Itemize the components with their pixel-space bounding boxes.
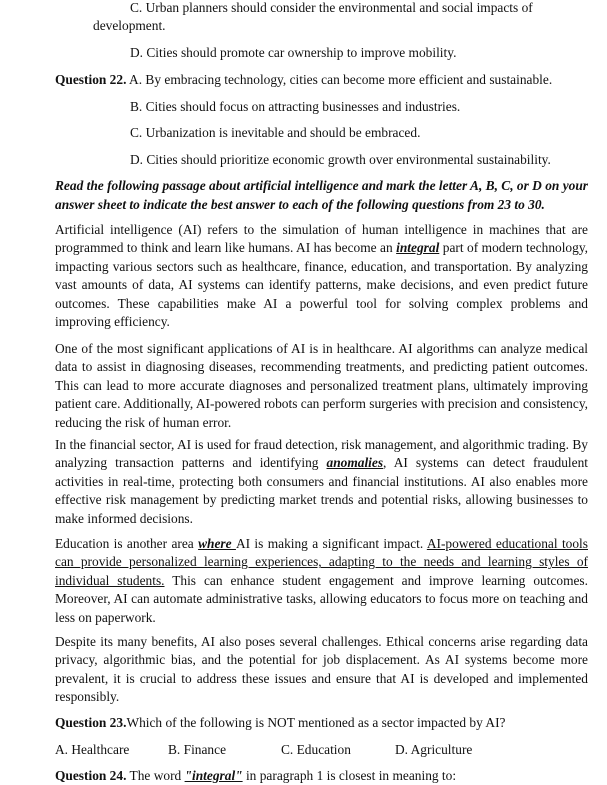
para4-text-end: This can enhance student engagement and improve learning outcomes. Moreover, AI can automate administrative tasks, allowing educators to focus more on teaching and less on paperwork.	[55, 572, 588, 625]
question-23-text: Which of the following is NOT mentioned as a sector impacted by AI?	[126, 715, 506, 730]
para3-text-end: , AI systems can detect fraudulent activities in real-time, protecting both consumers and financial institutions. AI also enables more effective risk management by predicting market trends and potential risks, allowing businesses to make informed decisions.	[55, 455, 588, 526]
passage-paragraph-3	[55, 436, 588, 528]
question-23-label: Question 23.	[55, 715, 127, 730]
q22-option-b[interactable]: B. Cities should focus on attracting businesses and industries.	[130, 99, 461, 114]
q22-option-c[interactable]: C. Urbanization is inevitable and should be embraced.	[130, 125, 421, 140]
keyword-integral: integral	[396, 240, 440, 256]
question-24-label: Question 24.	[55, 768, 127, 783]
keyword-integral-quoted: "integral"	[184, 768, 243, 783]
q23-option-c[interactable]: C. Education	[281, 742, 351, 757]
question-22-label: Question 22.	[55, 72, 127, 87]
keyword-where: where	[198, 536, 236, 551]
question-24	[55, 767, 456, 785]
para1-text-end: part of modern technology, impacting various sectors such as healthcare, finance, education, and transportation. By analyzing vast amounts of data, AI systems can identify patterns, make decisions, and even predict future outcomes. These capabilities make AI a powerful tool for solving complex problems and improving efficiency.	[55, 240, 588, 330]
question-22	[55, 71, 552, 89]
q21-option-c-line2[interactable]: development.	[93, 18, 166, 33]
q22-option-a[interactable]: A. By embracing technology, cities can become more efficient and sustainable.	[126, 72, 553, 87]
underlined-sentence: AI-powered educational tools can provide personalized learning experiences, adapting to the needs and learning styles of individual students.	[55, 536, 588, 588]
para3-text-start: In the financial sector, AI is used for fraud detection, risk management, and algorithmic trading. By analyzing transaction patterns and identifying	[55, 437, 588, 471]
passage-paragraph-2: One of the most significant applications of AI is in healthcare. AI algorithms can analyze medical data to assist in diagnosing diseases, recommending treatments, and predicting patient outcomes. This can lead to more accurate diagnoses and personalized treatment plans, ultimately improving patient care. Additionally, AI-powered robots can perform surgeries with precision and consistency, reducing the risk of human error.	[55, 341, 588, 430]
passage-paragraph-4	[55, 535, 588, 627]
question-24-text-start: The word	[126, 768, 185, 783]
para4-text-start: Education is another area	[55, 536, 199, 551]
question-23	[55, 714, 506, 732]
q23-option-d[interactable]: D. Agriculture	[395, 742, 473, 757]
question-24-text-end: in paragraph 1 is closest in meaning to:	[242, 768, 457, 783]
q22-option-d[interactable]: D. Cities should prioritize economic growth over environmental sustainability.	[130, 152, 551, 167]
q23-option-a[interactable]: A. Healthcare	[55, 742, 130, 757]
reading-instruction: Read the following passage about artificial intelligence and mark the letter A, B, C, or D on your answer sheet to indicate the best answer to each of the following questions from 23 to 30.	[55, 178, 588, 212]
q23-option-b[interactable]: B. Finance	[168, 742, 227, 757]
q23-options	[55, 741, 588, 759]
passage-paragraph-1	[55, 221, 588, 331]
q21-option-d[interactable]: D. Cities should promote car ownership to improve mobility.	[130, 45, 457, 60]
passage-paragraph-5: Despite its many benefits, AI also poses several challenges. Ethical concerns arise regarding data privacy, algorithmic bias, and the potential for job displacement. As AI systems become more prevalent, it is crucial to address these issues and ensure that AI is developed and implemented responsibly.	[55, 634, 588, 705]
para1-text-start: Artificial intelligence (AI) refers to the simulation of human intelligence in machines that are programmed to think and learn like humans. AI has become an	[55, 222, 588, 256]
para4-text-middle: AI is making a significant impact.	[235, 536, 427, 551]
q21-option-c-line1[interactable]: C. Urban planners should consider the environmental and social impacts of	[130, 0, 533, 15]
keyword-anomalies: anomalies	[326, 455, 384, 471]
